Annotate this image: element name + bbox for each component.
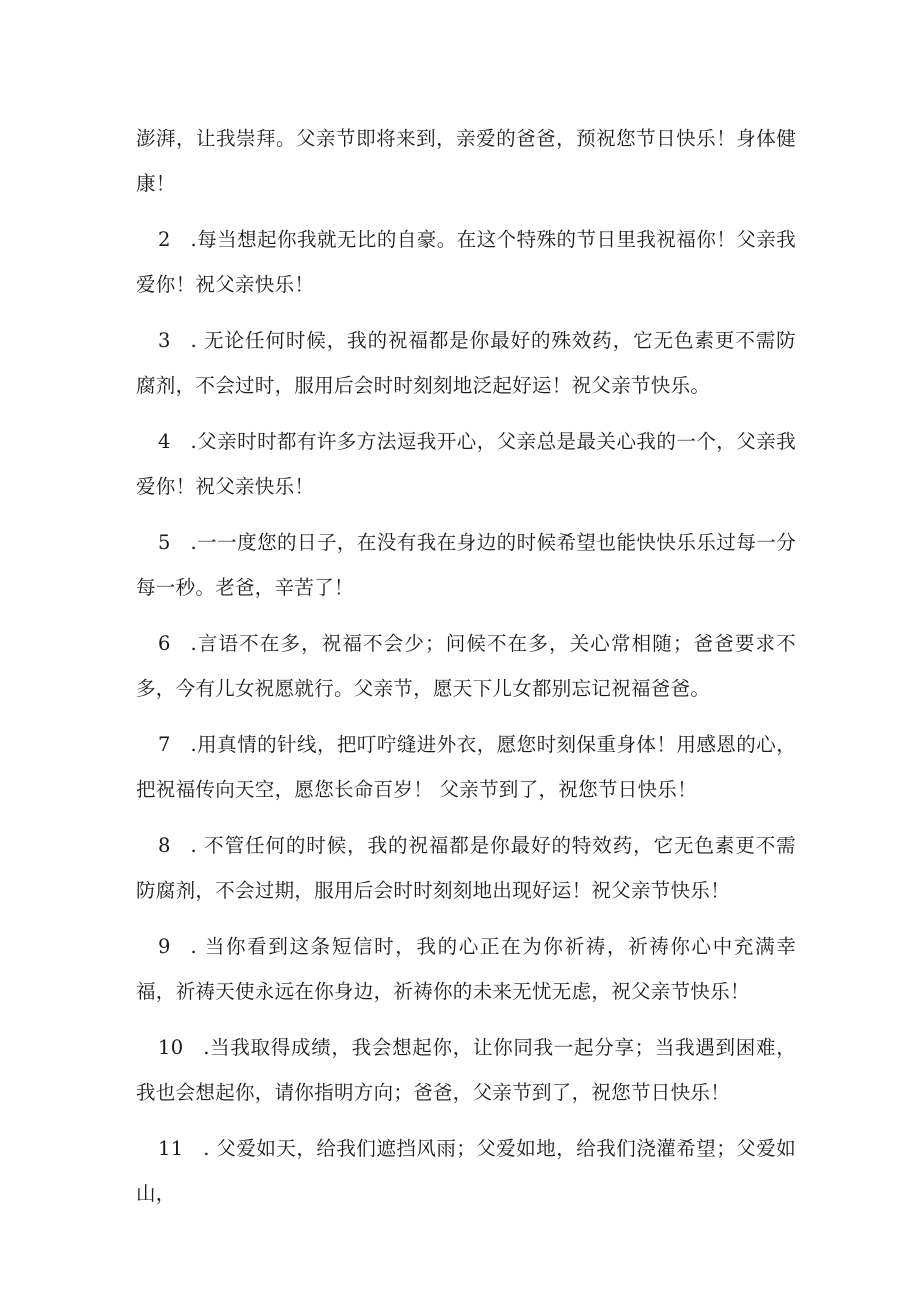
paragraph-11: 11 . 父爱如天，给我们遮挡风雨；父爱如地，给我们浇灌希望；父爱如山，	[136, 1137, 796, 1205]
paragraph-4: 4 .父亲时时都有许多方法逗我开心，父亲总是最关心我的一个，父亲我爱你！祝父亲快乐！	[136, 430, 796, 498]
paragraph-9: 9 . 当你看到这条短信时，我的心正在为你祈祷，祈祷你心中充满幸福，祈祷天使永远在你身边，祈祷你的未来无忧无虑，祝父亲节快乐！	[136, 935, 796, 1003]
paragraph-5: 5 .一一度您的日子，在没有我在身边的时候希望也能快快乐乐过每一分每一秒。老爸，辛苦了！	[136, 531, 796, 599]
paragraph-2: 2 .每当想起你我就无比的自豪。在这个特殊的节日里我祝福你！父亲我爱你！祝父亲快乐！	[136, 228, 796, 296]
paragraph-1-continued: 澎湃，让我崇拜。父亲节即将来到，亲爱的爸爸，预祝您节日快乐！身体健康！	[136, 127, 796, 195]
paragraph-8: 8 . 不管任何的时候，我的祝福都是你最好的特效药，它无色素更不需防腐剂，不会过期，服用后会时时刻刻地出现好运！祝父亲节快乐！	[136, 834, 796, 902]
paragraph-6: 6 .言语不在多，祝福不会少；问候不在多，关心常相随；爸爸要求不多，今有儿女祝愿就行。父亲节，愿天下儿女都别忘记祝福爸爸。	[136, 632, 796, 700]
paragraph-7: 7 .用真情的针线，把叮咛缝进外衣，愿您时刻保重身体！用感恩的心，把祝福传向天空，愿您长命百岁！ 父亲节到了，祝您节日快乐！	[136, 733, 796, 801]
paragraph-10: 10 .当我取得成绩，我会想起你，让你同我一起分享；当我遇到困难，我也会想起你，请你指明方向；爸爸，父亲节到了，祝您节日快乐！	[136, 1036, 796, 1104]
document-body	[136, 116, 796, 1227]
paragraph-3: 3 . 无论任何时候，我的祝福都是你最好的殊效药，它无色素更不需防腐剂，不会过时，服用后会时时刻刻地泛起好运！祝父亲节快乐。	[136, 329, 796, 397]
